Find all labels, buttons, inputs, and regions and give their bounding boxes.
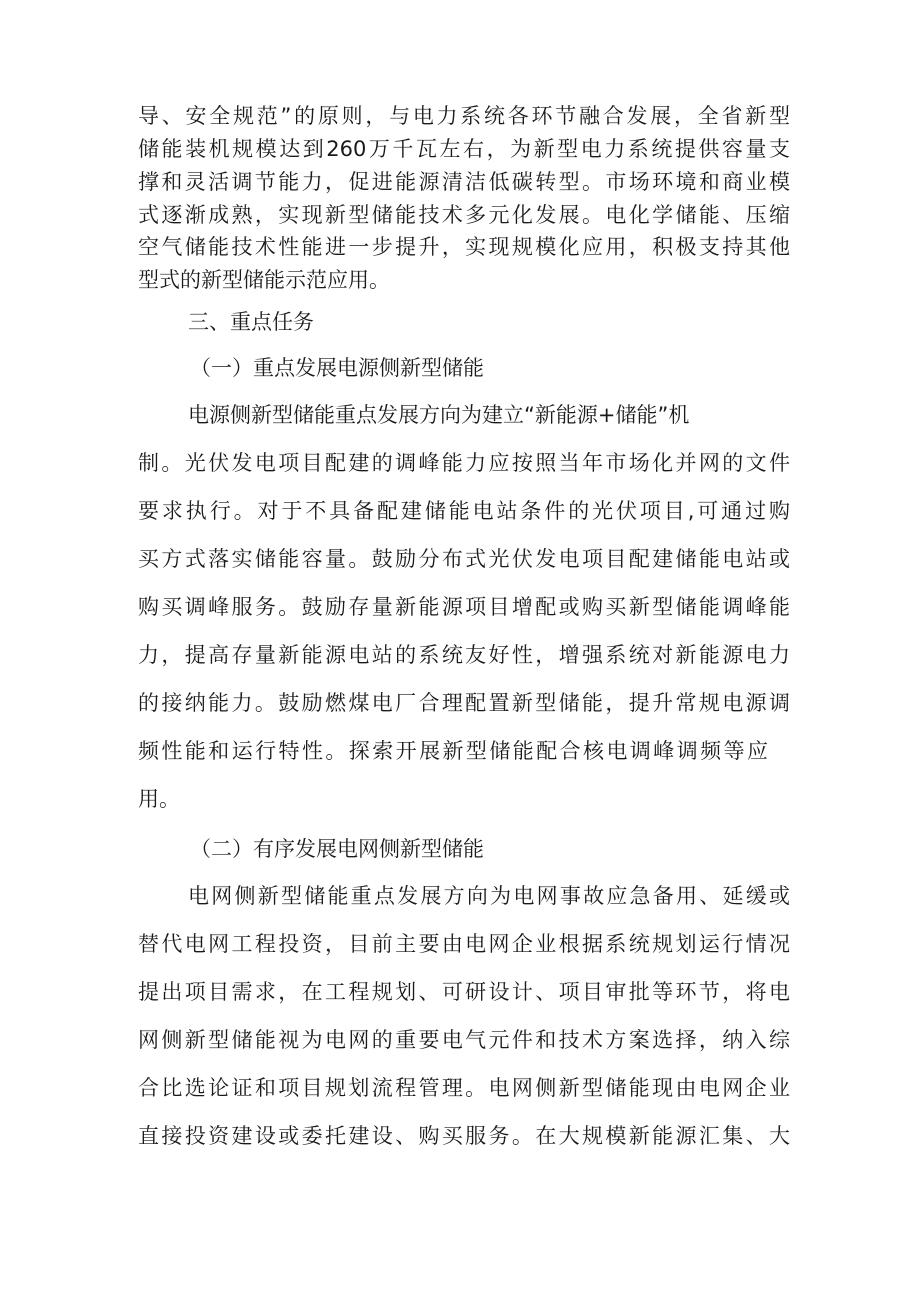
paragraph-line: 买方式落实储能容量。鼓励分布式光伏发电项目配建储能电站或 [138,547,790,571]
paragraph-line: 替代电网工程投资，目前主要由电网企业根据系统规划运行情况 [138,932,790,956]
paragraph-line: 储能装机规模达到260万千瓦左右，为新型电力系统提供容量支 [138,137,790,161]
paragraph-line: 直接投资建设或委托建设、购买服务。在大规模新能源汇集、大 [138,1124,790,1148]
paragraph-line: 电网侧新型储能重点发展方向为电网事故应急备用、延缓或 [188,884,790,908]
paragraph-line: 式逐渐成熟，实现新型储能技术多元化发展。电化学储能、压缩 [138,203,790,227]
paragraph-line: 合比选论证和项目规划流程管理。电网侧新型储能现由电网企业 [138,1076,790,1100]
subsection-title: （二）有序发展电网侧新型储能 [190,837,484,861]
paragraph-line: 要求执行。对于不具备配建储能电站条件的光伏项目,可通过购 [138,499,790,523]
paragraph-line: 的接纳能力。鼓励燃煤电厂合理配置新型储能，提升常规电源调 [138,691,790,715]
section-heading: 三、重点任务 [188,310,314,334]
paragraph-line: 制。光伏发电项目配建的调峰能力应按照当年市场化并网的文件 [138,451,790,475]
paragraph-line: 力，提高存量新能源电站的系统友好性，增强系统对新能源电力 [138,643,790,667]
paragraph-line: 频性能和运行特性。探索开展新型储能配合核电调峰调频等应 [138,739,768,763]
paragraph-line: 用。 [138,787,180,811]
paragraph-line: 购买调峰服务。鼓励存量新能源项目增配或购买新型储能调峰能 [138,595,790,619]
paragraph-line: 撑和灵活调节能力，促进能源清洁低碳转型。市场环境和商业模 [138,170,790,194]
subsection-title: （一）重点发展电源侧新型储能 [190,356,484,380]
paragraph-line: 电源侧新型储能重点发展方向为建立“新能源+储能”机 [188,403,690,427]
paragraph-line: 提出项目需求，在工程规划、可研设计、项目审批等环节，将电 [138,980,790,1004]
paragraph-line: 导、安全规范”的原则，与电力系统各环节融合发展，全省新型 [138,104,790,128]
paragraph-line: 型式的新型储能示范应用。 [138,268,390,292]
paragraph-line: 网侧新型储能视为电网的重要电气元件和技术方案选择，纳入综 [138,1028,790,1052]
paragraph-line: 空气储能技术性能进一步提升，实现规模化应用，积极支持其他 [138,235,790,259]
